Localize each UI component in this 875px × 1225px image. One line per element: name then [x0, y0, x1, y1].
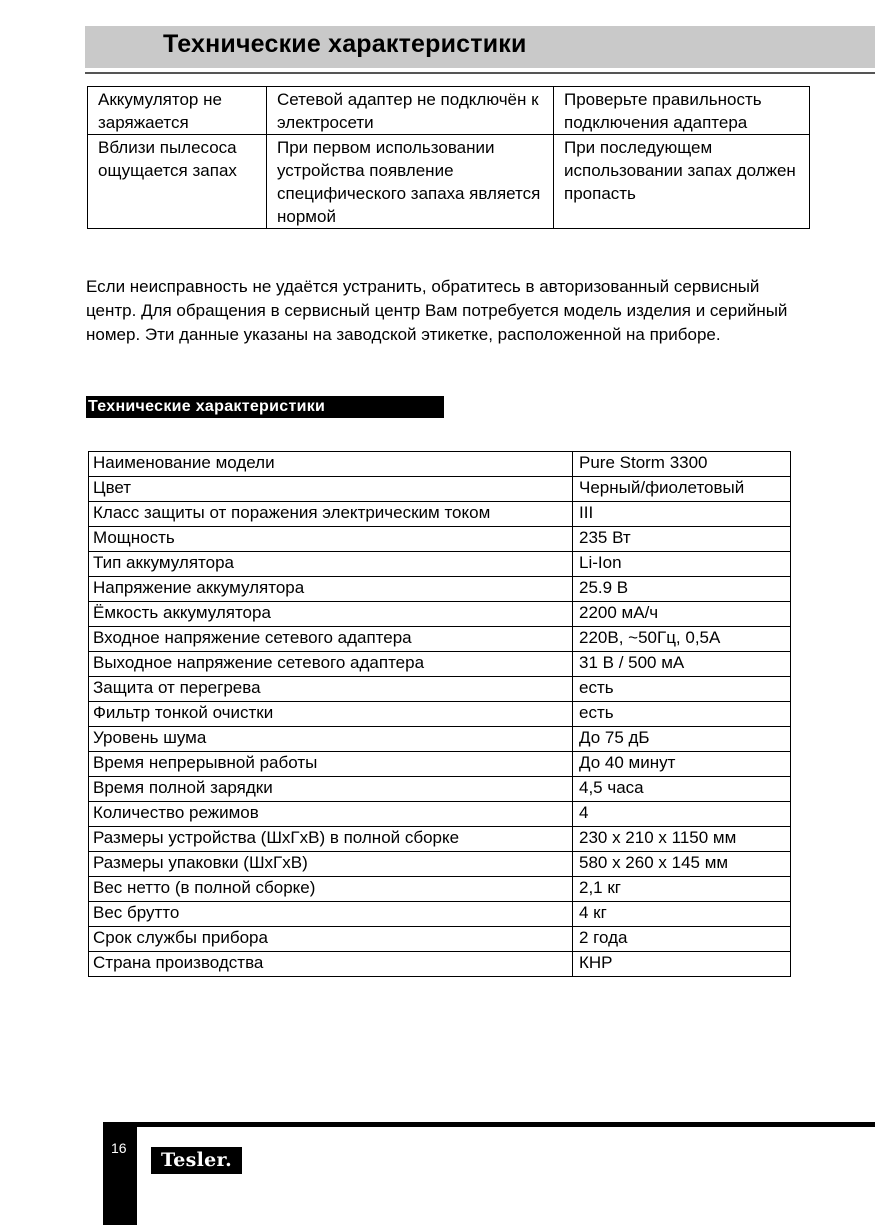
spec-value-cell: Li-Ion: [573, 552, 791, 577]
cause-cell: Сетевой адаптер не подключён к электросети: [267, 87, 554, 135]
spec-value-cell: 31 В / 500 мА: [573, 652, 791, 677]
section-heading: Технические характеристики: [86, 396, 444, 418]
table-row: [89, 777, 791, 802]
spec-name-cell: Размеры устройства (ШхГхВ) в полной сборке: [89, 827, 573, 852]
spec-name-cell: Уровень шума: [89, 727, 573, 752]
spec-value-cell: 2,1 кг: [573, 877, 791, 902]
table-row: [89, 802, 791, 827]
spec-value-cell: 4,5 часа: [573, 777, 791, 802]
page-title: Технические характеристики: [163, 30, 527, 58]
spec-name-cell: Вес нетто (в полной сборке): [89, 877, 573, 902]
spec-value-cell: 220В, ~50Гц, 0,5А: [573, 627, 791, 652]
cause-cell: При первом использовании устройства появление специфического запаха является нормой: [267, 135, 554, 229]
spec-name-cell: Класс защиты от поражения электрическим током: [89, 502, 573, 527]
table-row: [89, 527, 791, 552]
spec-name-cell: Входное напряжение сетевого адаптера: [89, 627, 573, 652]
spec-name-cell: Размеры упаковки (ШхГхВ): [89, 852, 573, 877]
table-row: [89, 677, 791, 702]
solution-cell: Проверьте правильность подключения адаптера: [554, 87, 810, 135]
spec-name-cell: Тип аккумулятора: [89, 552, 573, 577]
table-row: [89, 877, 791, 902]
footer-rule: [103, 1122, 875, 1127]
spec-name-cell: Цвет: [89, 477, 573, 502]
table-row: [89, 552, 791, 577]
table-row: [89, 602, 791, 627]
solution-cell: При последующем использовании запах должен пропасть: [554, 135, 810, 229]
spec-name-cell: Защита от перегрева: [89, 677, 573, 702]
table-row: [89, 827, 791, 852]
brand-logo: Tesler.: [151, 1147, 242, 1174]
problem-cell: Вблизи пылесоса ощущается запах: [88, 135, 267, 229]
spec-value-cell: 25.9 В: [573, 577, 791, 602]
spec-value-cell: III: [573, 502, 791, 527]
table-row: [89, 452, 791, 477]
spec-name-cell: Выходное напряжение сетевого адаптера: [89, 652, 573, 677]
table-row: [89, 702, 791, 727]
spec-name-cell: Время непрерывной работы: [89, 752, 573, 777]
spec-name-cell: Страна производства: [89, 952, 573, 977]
spec-value-cell: 4 кг: [573, 902, 791, 927]
table-row: [89, 652, 791, 677]
spec-name-cell: Количество режимов: [89, 802, 573, 827]
spec-value-cell: Черный/фиолетовый: [573, 477, 791, 502]
table-row: [89, 502, 791, 527]
spec-value-cell: 230 х 210 х 1150 мм: [573, 827, 791, 852]
table-row: [89, 477, 791, 502]
spec-value-cell: Pure Storm 3300: [573, 452, 791, 477]
spec-name-cell: Наименование модели: [89, 452, 573, 477]
table-row: [89, 927, 791, 952]
spec-name-cell: Напряжение аккумулятора: [89, 577, 573, 602]
service-note: Если неисправность не удаётся устранить, обратитесь в авторизованный сервисный центр. Для обращения в сервисный центр Вам потребуется модель изделия и серийный номер. Эти данные указаны на заводской этикетке, расположенной на приборе.: [86, 277, 788, 344]
table-row: [89, 852, 791, 877]
table-row: [89, 727, 791, 752]
table-row: [89, 902, 791, 927]
spec-value-cell: 235 Вт: [573, 527, 791, 552]
table-row: [89, 627, 791, 652]
spec-name-cell: Вес брутто: [89, 902, 573, 927]
table-row: [89, 577, 791, 602]
footer-page-tab: [103, 1122, 137, 1225]
spec-value-cell: До 75 дБ: [573, 727, 791, 752]
spec-name-cell: Срок службы прибора: [89, 927, 573, 952]
spec-value-cell: До 40 минут: [573, 752, 791, 777]
header-divider: [85, 72, 875, 74]
table-row: [89, 952, 791, 977]
spec-value-cell: есть: [573, 677, 791, 702]
table-row: [89, 752, 791, 777]
page-number: 16: [111, 1140, 127, 1156]
spec-name-cell: Ёмкость аккумулятора: [89, 602, 573, 627]
spec-value-cell: 580 х 260 х 145 мм: [573, 852, 791, 877]
spec-value-cell: есть: [573, 702, 791, 727]
troubleshooting-table: [87, 86, 810, 229]
table-row: [88, 87, 810, 135]
spec-value-cell: 4: [573, 802, 791, 827]
spec-value-cell: КНР: [573, 952, 791, 977]
spec-name-cell: Время полной зарядки: [89, 777, 573, 802]
spec-name-cell: Фильтр тонкой очистки: [89, 702, 573, 727]
table-row: [88, 135, 810, 229]
spec-value-cell: 2200 мА/ч: [573, 602, 791, 627]
spec-value-cell: 2 года: [573, 927, 791, 952]
specs-table: [88, 451, 791, 977]
spec-name-cell: Мощность: [89, 527, 573, 552]
problem-cell: Аккумулятор не заряжается: [88, 87, 267, 135]
